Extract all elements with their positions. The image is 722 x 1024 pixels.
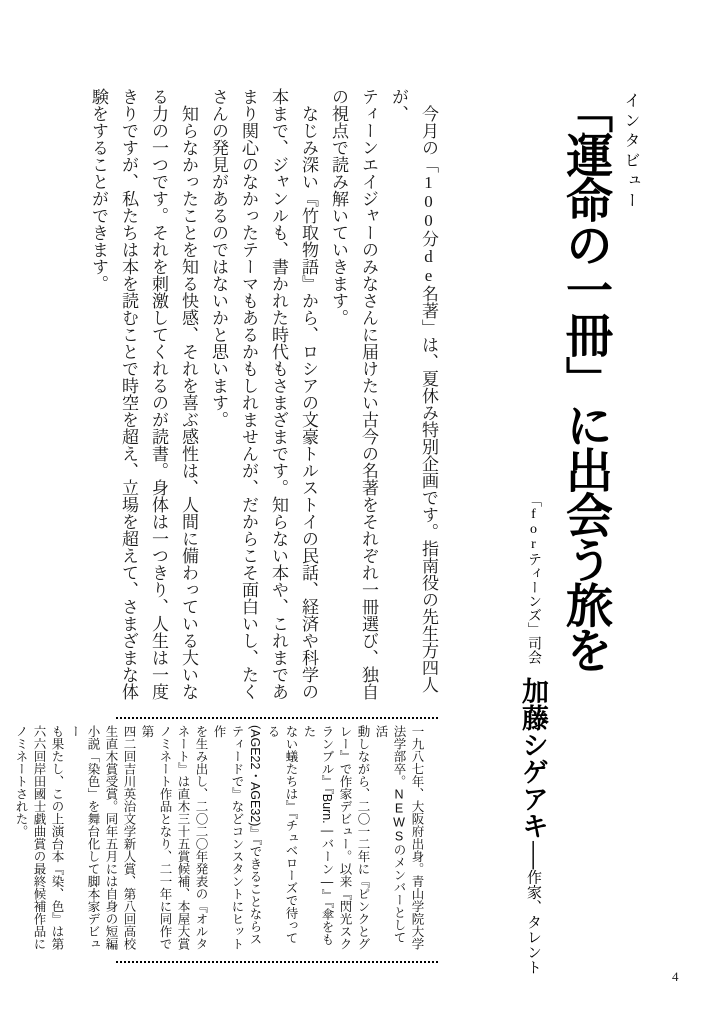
sideways-latin-text: (AGE22・AGE32) [248, 725, 262, 827]
body-line: 本まで、ジャンルも、書かれた時代もさまざまです。知らない本や、これまであ [269, 88, 288, 700]
body-line: まり関心のなかったテーマもあるかもしれませんが、だからこそ面白いし、たく [239, 88, 258, 700]
page-title: 「運命の一冊」に出会う旅を [559, 86, 611, 671]
body-line: さんの発見があるのではないかと思います。 [209, 88, 228, 428]
bio-line: を生み出し、二〇二〇年発表の『オルタ [194, 725, 208, 950]
bio-line: 法学部卒。NEWSのメンバーとして活 [374, 725, 406, 944]
body-line: きりですが、私たちは本を読むことで時空を超え、立場を超えて、さまざまな体 [119, 88, 138, 700]
bio-line: 一九八七年、大阪府出身。青山学院大学 [410, 725, 424, 950]
bio-line: ランブル』『Burn.―バーン―』『傘をもた [302, 725, 334, 946]
body-line: 験をすることができます。 [89, 88, 108, 292]
byline-role: 「forティーンズ」司会 [526, 493, 541, 664]
body-line: ティーンエイジャーのみなさんに届けたい古今の名著をそれぞれ一冊選び、独自 [359, 88, 378, 700]
body-line: 知らなかったことを知る快感、それを喜ぶ感性は、人間に備わっている大いな [179, 88, 198, 700]
body-line: る力の一つです。それを刺激してくれるのが読書。身体は一つきり、人生は一度 [149, 88, 168, 700]
bio-line: 六六回岸田國士戯曲賞の最終候補作品に [32, 725, 46, 950]
bio-text [14, 717, 438, 963]
byline [519, 493, 546, 974]
bio-line: ティードで』などコンスタントにヒット作 [212, 725, 244, 950]
byline-dash: ── [522, 841, 544, 870]
bio-line: ネート』は直木三十五賞候補、本屋大賞 [176, 725, 190, 950]
bio-line: 四二回吉川英治文学新人賞、第八回高校 [122, 725, 136, 950]
body-line: 今月の「100分de名著」は、夏休み特別企画です。指南役の先生方四人が、 [389, 88, 438, 693]
kicker-label: インタビュー [622, 92, 639, 212]
sideways-latin-text: Burn. [320, 793, 334, 824]
bio-line: 小説「染色」を舞台化して脚本家デビュー [68, 725, 100, 950]
bio-line: 動しながら、二〇一二年に『ピンクとグ [356, 725, 370, 950]
bio-line: ノミネート作品となり、二一年に同作で第 [140, 725, 172, 950]
body-line: なじみ深い『竹取物語』から、ロシアの文豪トルストイの民話、経済や科学の [299, 88, 318, 700]
bio-line: レー』で作家デビュー。以来『閃光スク [338, 725, 352, 950]
article-text [83, 88, 443, 702]
bio-line: ノミネートされた。 [14, 725, 28, 838]
byline-occupation: 作家、タレント [525, 869, 541, 975]
bio-line: 生直木賞受賞。同年五月には自身の短編 [104, 725, 118, 950]
bio-line: ない蟻たちは』『チュベローズで待ってる [266, 725, 298, 944]
bio-line: も果たし、この上演台本『染、色』は第 [50, 725, 64, 950]
page-number: 4 [672, 969, 679, 984]
bio-line: (AGE22・AGE32)』『できることならス [248, 725, 262, 946]
byline-name: 加藤シゲアキ [518, 677, 548, 839]
body-line: の視点で読み解いていきます。 [329, 88, 348, 326]
